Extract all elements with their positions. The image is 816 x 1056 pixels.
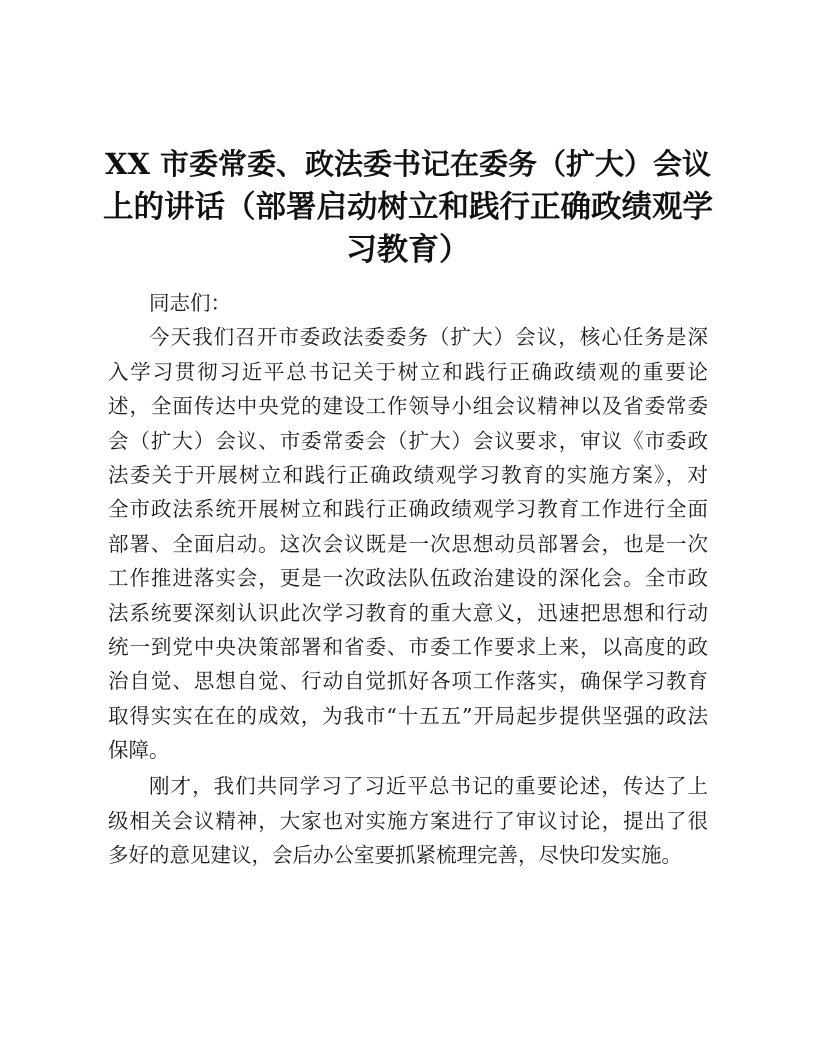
paragraph-line: 述，全面传达中央党的建设工作领导小组会议精神以及省委常委 xyxy=(108,394,708,419)
paragraph-line: 治自觉、思想自觉、行动自觉抓好各项工作落实，确保学习教育 xyxy=(108,669,708,694)
paragraph-line: 会（扩大）会议、市委常委会（扩大）会议要求，审议《市委政 xyxy=(108,428,708,453)
title-line: 习教育） xyxy=(346,232,470,268)
salutation: 同志们： xyxy=(149,291,231,315)
paragraph-1 xyxy=(108,320,708,767)
paragraph-line: 全市政法系统开展树立和践行正确政绩观学习教育工作进行全面 xyxy=(108,497,708,522)
paragraph-line: 保障。 xyxy=(108,738,170,763)
paragraph-line: 多好的意见建议，会后办公室要抓紧梳理完善，尽快印发实施。 xyxy=(108,843,682,868)
paragraph-line: 法委关于开展树立和践行正确政绩观学习教育的实施方案》，对 xyxy=(108,462,708,487)
document-body xyxy=(108,286,708,873)
paragraph-line: 统一到党中央决策部署和省委、市委工作要求上来，以高度的政 xyxy=(108,634,708,659)
paragraph-line: 入学习贯彻习近平总书记关于树立和践行正确政绩观的重要论 xyxy=(108,359,708,384)
paragraph-2 xyxy=(108,769,708,872)
paragraph-line: 级相关会议精神，大家也对实施方案进行了审议讨论，提出了很 xyxy=(108,808,708,833)
paragraph-line: 取得实实在在的成效，为我市“十五五”开局起步提供坚强的政法 xyxy=(108,703,708,728)
paragraph-line: 今天我们召开市委政法委委务（扩大）会议，核心任务是深 xyxy=(149,325,708,350)
paragraph-line: 法系统要深刻认识此次学习教育的重大意义，迅速把思想和行动 xyxy=(108,600,708,625)
paragraph-line: 工作推进落实会，更是一次政法队伍政治建设的深化会。全市政 xyxy=(108,566,708,591)
document-title xyxy=(100,143,716,272)
title-line: XX 市委常委、政法委书记在委务（扩大）会议 xyxy=(104,147,712,181)
title-line: 上的讲话（部署启动树立和践行正确政绩观学 xyxy=(103,189,713,225)
paragraph-line: 刚才，我们共同学习了习近平总书记的重要论述，传达了上 xyxy=(149,774,708,799)
paragraph-line: 部署、全面启动。这次会议既是一次思想动员部署会，也是一次 xyxy=(108,531,708,556)
